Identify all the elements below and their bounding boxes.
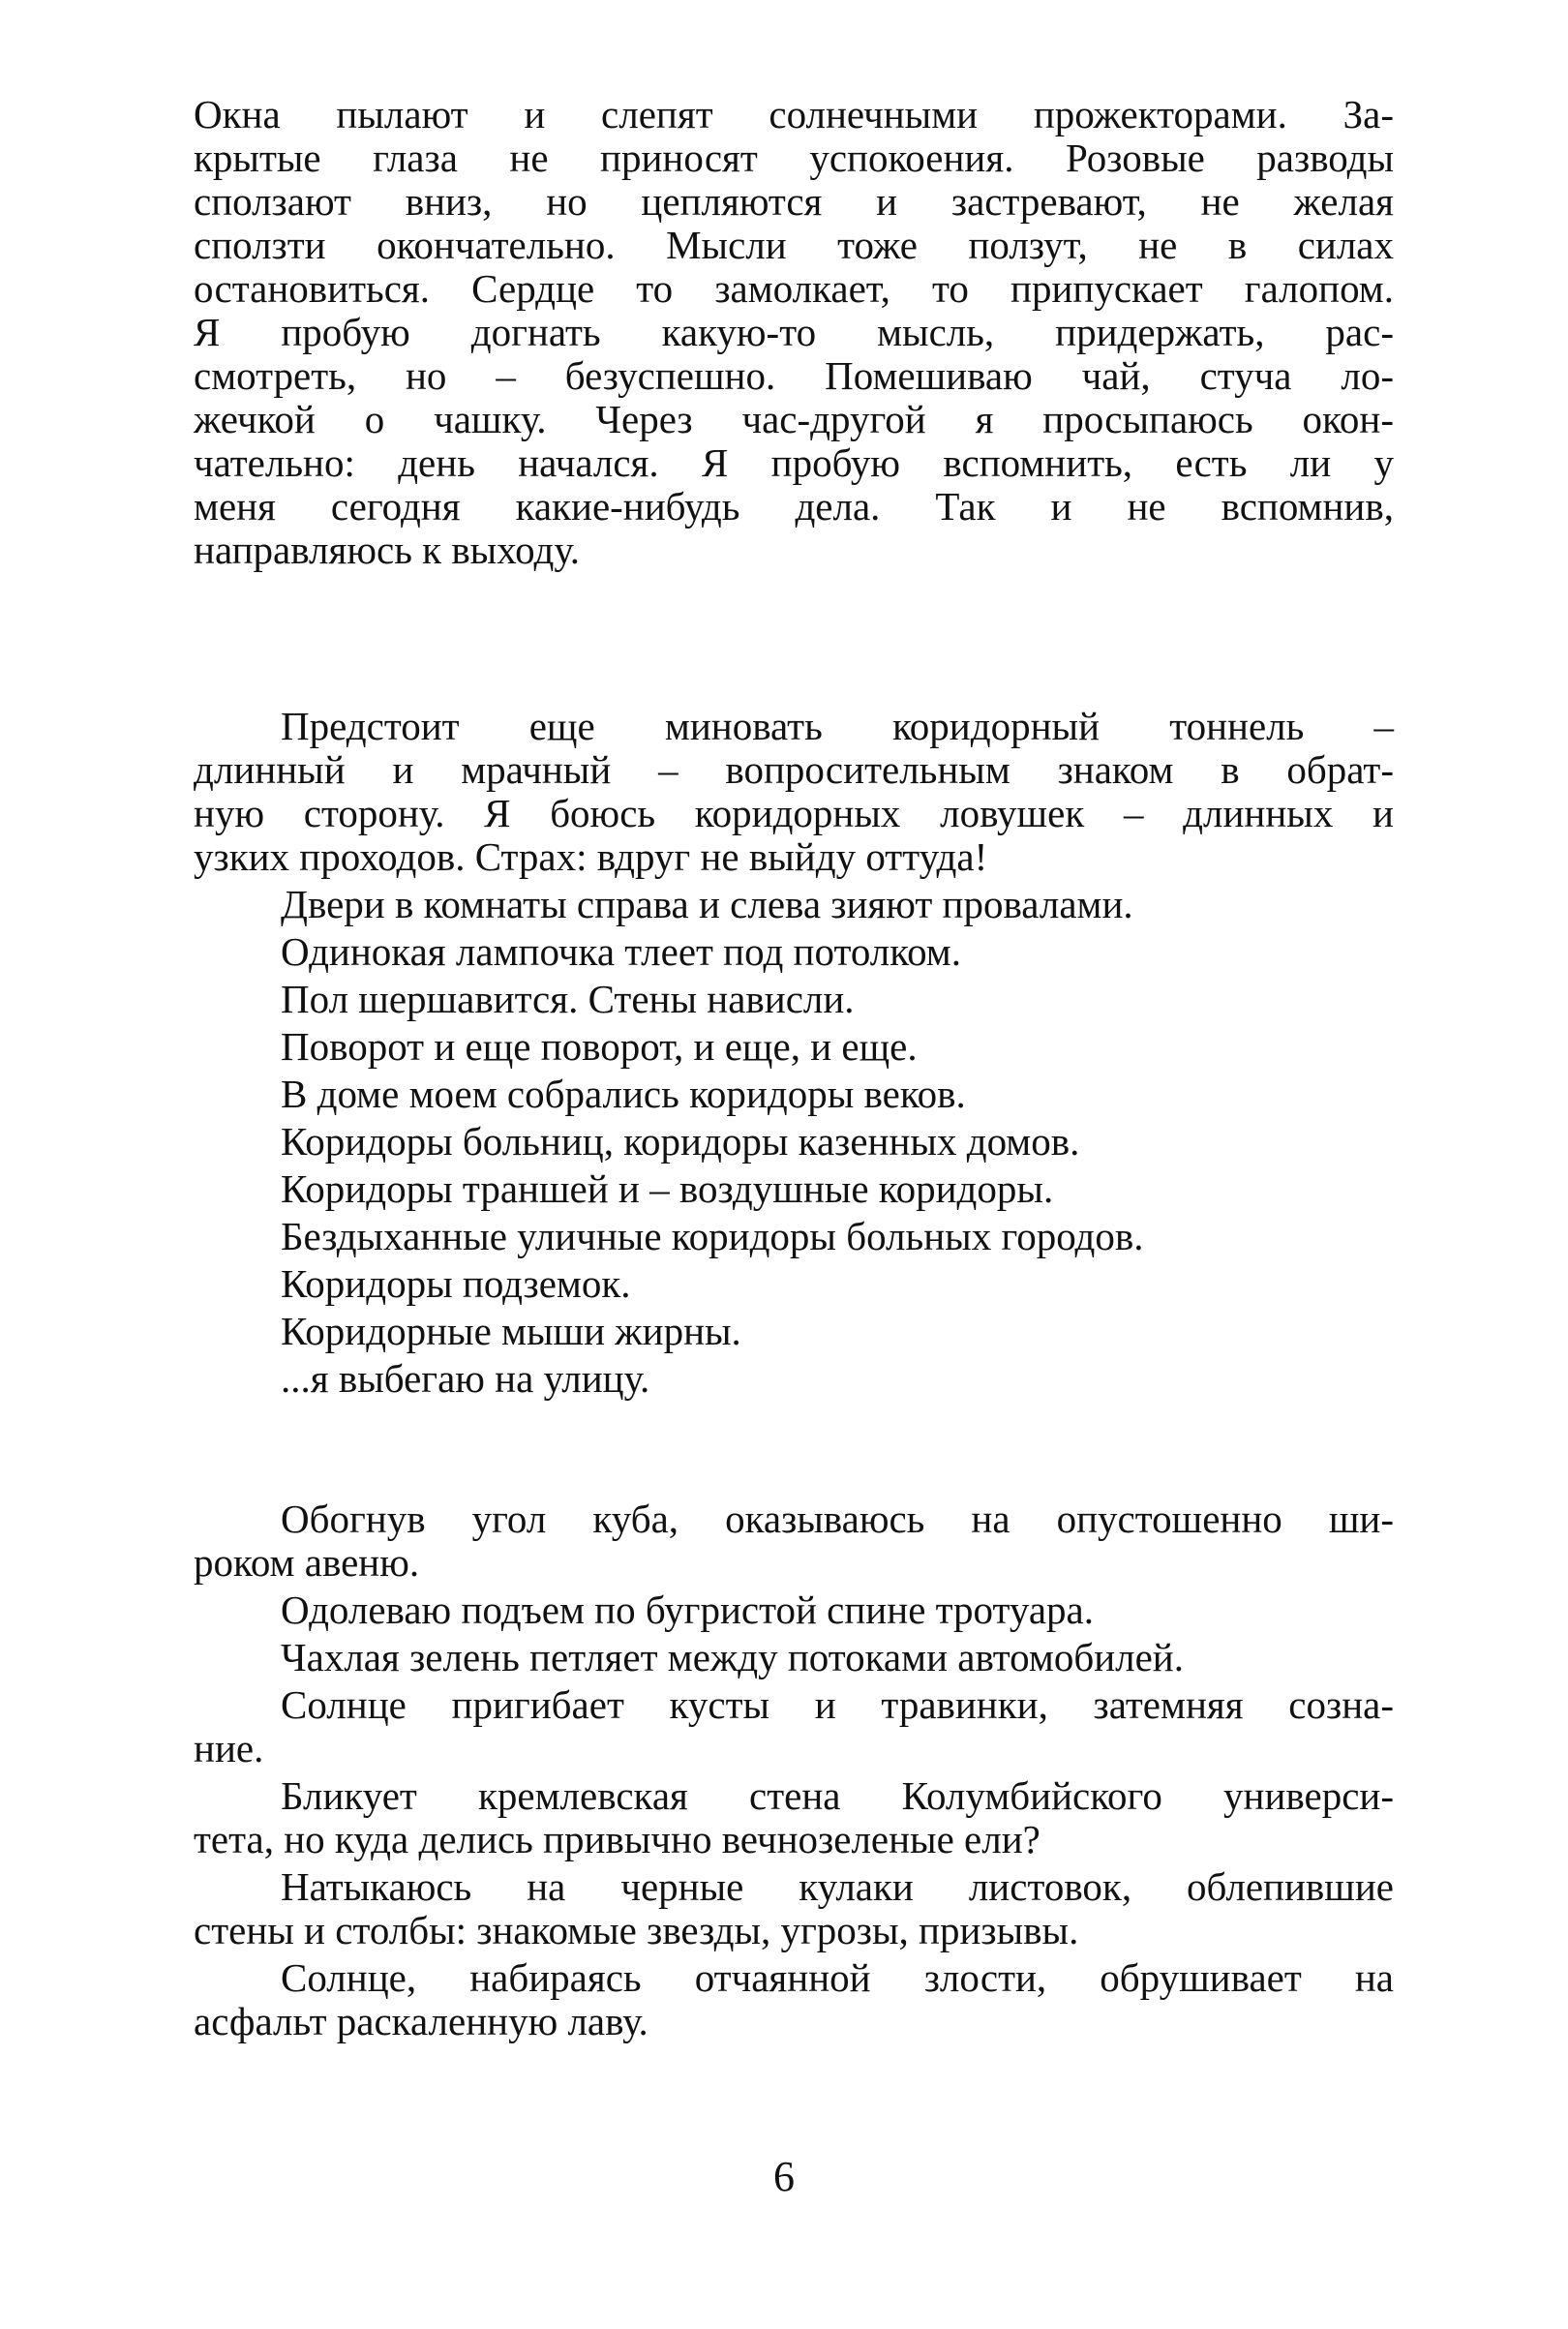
text-line: Коридоры больниц, коридоры казенных домов.: [281, 1119, 1080, 1164]
text-line: ную сторону. Я боюсь коридорных ловушек – длинных и: [194, 791, 1394, 835]
text-line: Окна пылают и слепят солнечными прожекторами. За-: [194, 92, 1394, 136]
text-block-window-morning: [194, 93, 1394, 572]
text-line: сползти окончательно. Мысли тоже ползут, не в силах: [194, 223, 1394, 267]
text-line: роком авеню.: [194, 1540, 420, 1585]
page-number: 6: [773, 2153, 795, 2200]
text-line: стены и столбы: знакомые звезды, угрозы, призывы.: [194, 1908, 1079, 1952]
text-line: Натыкаюсь на черные кулаки листовок, облепившие: [281, 1864, 1394, 1909]
text-line: крытые глаза не приносят успокоения. Розовые разводы: [194, 136, 1394, 180]
text-line: Солнце пригибает кусты и травинки, затемняя созна-: [281, 1682, 1394, 1727]
text-block-corridor: [194, 705, 1394, 1401]
text-line: Коридоры траншей и – воздушные коридоры.: [281, 1166, 1054, 1211]
text-line: ние.: [194, 1726, 264, 1770]
text-line: Одинокая лампочка тлеет под потолком.: [281, 929, 962, 974]
text-line: В доме моем собрались коридоры веков.: [281, 1072, 966, 1116]
text-line: длинный и мрачный – вопросительным знаком в обрат-: [194, 747, 1394, 792]
text-line: сползают вниз, но цепляются и застревают, не желая: [194, 179, 1394, 224]
text-line: смотреть, но – безуспешно. Помешиваю чай, стуча ло-: [194, 353, 1394, 398]
text-line: жечкой о чашку. Через час-другой я просыпаюсь окон-: [194, 397, 1394, 441]
text-line: Пол шершавится. Стены нависли.: [281, 977, 855, 1021]
text-line: Бездыханные уличные коридоры больных городов.: [281, 1214, 1144, 1258]
text-line: Обогнув угол куба, оказываюсь на опустошенно ши-: [281, 1497, 1394, 1541]
text-line: Чахлая зелень петляет между потоками автомобилей.: [281, 1635, 1184, 1679]
text-line: Двери в комнаты справа и слева зияют провалами.: [281, 882, 1133, 926]
text-line: узких проходов. Страх: вдруг не выйду оттуда!: [194, 834, 988, 879]
text-line: Солнце, набираясь отчаянной злости, обрушивает на: [281, 1955, 1394, 2000]
text-line: Одолеваю подъем по бугристой спине тротуара.: [281, 1588, 1094, 1632]
text-line: чательно: день начался. Я пробую вспомнить, есть ли у: [194, 440, 1394, 485]
text-line: Бликует кремлевская стена Колумбийского универси-: [281, 1773, 1394, 1818]
text-line: меня сегодня какие-нибудь дела. Так и не вспомнив,: [194, 484, 1394, 529]
text-line: ...я выбегаю на улицу.: [281, 1356, 650, 1401]
text-line: тета, но куда делись привычно вечнозеленые ели?: [194, 1817, 1040, 1861]
text-line: Предстоит еще миновать коридорный тоннель –: [281, 704, 1394, 748]
text-line: остановиться. Сердце то замолкает, то припускает галопом.: [194, 266, 1394, 311]
text-line: Я пробую догнать какую-то мысль, придержать, рас-: [194, 310, 1394, 354]
text-line: Коридоры подземок.: [281, 1261, 631, 1306]
text-line: Поворот и еще поворот, и еще, и еще.: [281, 1024, 918, 1069]
text-line: направляюсь к выходу.: [194, 528, 580, 572]
text-line: Коридорные мыши жирны.: [281, 1309, 741, 1353]
text-line: асфальт раскаленную лаву.: [194, 1999, 648, 2043]
text-block-avenue: [194, 1497, 1394, 2043]
